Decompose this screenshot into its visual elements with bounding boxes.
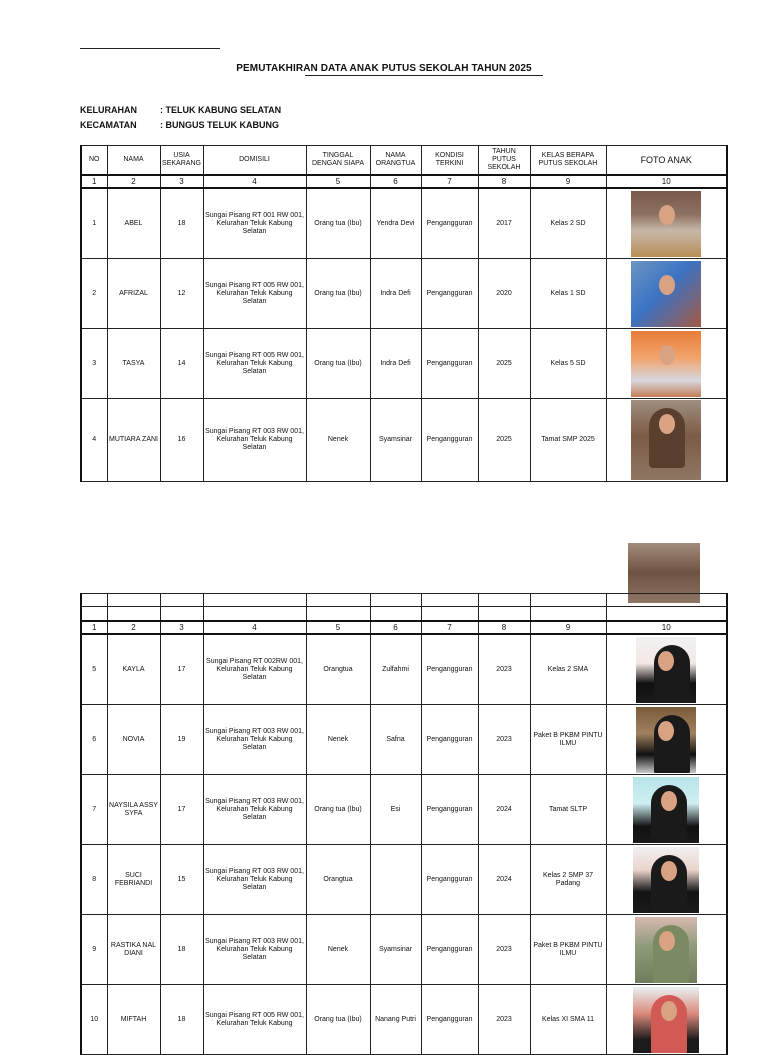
cell-tinggal: Orang tua (Ibu): [306, 985, 370, 1055]
meta-value: : BUNGUS TELUK KABUNG: [160, 120, 279, 130]
blank-cell: [421, 594, 478, 607]
blank-cell: [606, 607, 727, 622]
cell-foto: [606, 634, 727, 705]
cell-domisili: Sungai Pisang RT 003 RW 001, Kelurahan Teluk Kabung Selatan: [203, 775, 306, 845]
title-underline: [305, 75, 543, 76]
cell-usia: 19: [160, 705, 203, 775]
cell-tinggal: Orangtua: [306, 634, 370, 705]
cell-domisili: Sungai Pisang RT 005 RW 001, Kelurahan Teluk Kabung Selatan: [203, 259, 306, 329]
cell-kelas: Kelas 2 SMP 37 Padang: [530, 845, 606, 915]
cell-tahun: 2024: [478, 775, 530, 845]
cell-usia: 14: [160, 329, 203, 399]
blank-cell: [203, 607, 306, 622]
cell-foto: [606, 985, 727, 1055]
header-tahun: TAHUN PUTUS SEKOLAH: [478, 146, 530, 176]
cell-usia: 18: [160, 188, 203, 259]
cell-usia: 18: [160, 915, 203, 985]
cell-foto: [606, 329, 727, 399]
cell-tahun: 2023: [478, 915, 530, 985]
cell-kondisi: Pengangguran: [421, 399, 478, 482]
cell-kelas: Kelas 5 SD: [530, 329, 606, 399]
cell-nama: NAYSILA ASSY SYFA: [107, 775, 160, 845]
blank-cell: [81, 607, 107, 622]
table-row: [81, 634, 727, 705]
cell-foto: [606, 259, 727, 329]
table-row: [81, 705, 727, 775]
cell-foto: [606, 399, 727, 482]
header-kelas: KELAS BERAPA PUTUS SEKOLAH: [530, 146, 606, 176]
header-nama: NAMA: [107, 146, 160, 176]
cell-domisili: Sungai Pisang RT 003 RW 001, Kelurahan Teluk Kabung Selatan: [203, 705, 306, 775]
cell-kelas: Tamat SMP 2025: [530, 399, 606, 482]
meta-value: : TELUK KABUNG SELATAN: [160, 105, 282, 115]
blank-cell: [160, 607, 203, 622]
cell-tahun: 2023: [478, 985, 530, 1055]
cell-nama: TASYA: [107, 329, 160, 399]
cell-tinggal: Orang tua (Ibu): [306, 329, 370, 399]
meta-label: KELURAHAN: [80, 105, 137, 115]
header-kondisi: KONDISI TERKINI: [421, 146, 478, 176]
blank-cell: [606, 594, 727, 607]
header-usia: USIA SEKARANG: [160, 146, 203, 176]
col-number: 9: [530, 621, 606, 634]
cell-kelas: Tamat SLTP: [530, 775, 606, 845]
blank-cell: [107, 607, 160, 622]
table-row: [81, 915, 727, 985]
data-table-page2: [80, 593, 728, 1055]
cell-kondisi: Pengangguran: [421, 775, 478, 845]
face-shape: [659, 345, 675, 365]
col-number: 9: [530, 175, 606, 188]
cell-tinggal: Nenek: [306, 915, 370, 985]
cell-usia: 17: [160, 775, 203, 845]
face-shape: [661, 1001, 677, 1021]
cell-orangtua: Nanang Putri: [370, 985, 421, 1055]
cell-foto: [606, 915, 727, 985]
cell-no: 5: [81, 634, 107, 705]
cell-kondisi: Pengangguran: [421, 705, 478, 775]
child-photo: [631, 331, 701, 397]
col-number: 4: [203, 175, 306, 188]
cell-kelas: Paket B PKBM PINTU ILMU: [530, 705, 606, 775]
cell-tahun: 2023: [478, 634, 530, 705]
cell-nama: KAYLA: [107, 634, 160, 705]
face-shape: [658, 721, 674, 741]
col-number: 8: [478, 621, 530, 634]
col-number: 10: [606, 175, 727, 188]
col-number: 5: [306, 621, 370, 634]
header-tinggal: TINGGAL DENGAN SIAPA: [306, 146, 370, 176]
cell-no: 2: [81, 259, 107, 329]
child-photo: [633, 987, 699, 1053]
blank-cell: [203, 594, 306, 607]
table-row: [81, 399, 727, 482]
face-shape: [658, 651, 674, 671]
child-photo: [631, 191, 701, 257]
cell-tinggal: Orang tua (Ibu): [306, 259, 370, 329]
child-photo: [631, 261, 701, 327]
child-photo: [633, 777, 699, 843]
cell-no: 3: [81, 329, 107, 399]
face-shape: [661, 791, 677, 811]
child-photo: [636, 707, 696, 773]
cell-kondisi: Pengangguran: [421, 188, 478, 259]
meta-kecamatan: [80, 120, 279, 130]
top-rule: [80, 48, 220, 49]
cell-tinggal: Orang tua (Ibu): [306, 775, 370, 845]
cell-kelas: Kelas 2 SD: [530, 188, 606, 259]
face-shape: [659, 931, 675, 951]
table-row: [81, 775, 727, 845]
cell-usia: 17: [160, 634, 203, 705]
blank-row: [81, 594, 727, 607]
col-number: 3: [160, 621, 203, 634]
cell-foto: [606, 188, 727, 259]
document-title: PEMUTAKHIRAN DATA ANAK PUTUS SEKOLAH TAHUN 2025: [236, 63, 532, 74]
cell-tahun: 2024: [478, 845, 530, 915]
cell-orangtua: [370, 845, 421, 915]
cell-nama: AFRIZAL: [107, 259, 160, 329]
cell-orangtua: Indra Defi: [370, 259, 421, 329]
cell-orangtua: Syamsinar: [370, 399, 421, 482]
child-photo: [631, 400, 701, 480]
cell-tinggal: Orang tua (Ibu): [306, 188, 370, 259]
face-shape: [659, 205, 675, 225]
cell-no: 4: [81, 399, 107, 482]
col-number: 6: [370, 621, 421, 634]
column-number-row: [81, 621, 727, 634]
cell-no: 8: [81, 845, 107, 915]
cell-kondisi: Pengangguran: [421, 915, 478, 985]
cell-kelas: Kelas XI SMA 11: [530, 985, 606, 1055]
col-number: 4: [203, 621, 306, 634]
face-shape: [661, 861, 677, 881]
blank-cell: [370, 607, 421, 622]
cell-nama: MUTIARA ZANI: [107, 399, 160, 482]
cell-domisili: Sungai Pisang RT 001 RW 001, Kelurahan Teluk Kabung Selatan: [203, 188, 306, 259]
cell-kondisi: Pengangguran: [421, 259, 478, 329]
meta-label: KECAMATAN: [80, 120, 137, 130]
header-no: NO: [81, 146, 107, 176]
face-shape: [659, 275, 675, 295]
blank-row: [81, 607, 727, 622]
col-number: 10: [606, 621, 727, 634]
blank-cell: [306, 594, 370, 607]
column-number-row: [81, 175, 727, 188]
table-row: [81, 329, 727, 399]
header-row: [81, 146, 727, 176]
header-domisili: DOMISILI: [203, 146, 306, 176]
cell-kondisi: Pengangguran: [421, 634, 478, 705]
header-orangtua: NAMA ORANGTUA: [370, 146, 421, 176]
child-photo: [633, 847, 699, 913]
cell-kondisi: Pengangguran: [421, 985, 478, 1055]
cell-nama: RASTIKA NAL DIANI: [107, 915, 160, 985]
cell-kondisi: Pengangguran: [421, 845, 478, 915]
cell-usia: 12: [160, 259, 203, 329]
table-row: [81, 259, 727, 329]
cell-no: 7: [81, 775, 107, 845]
blank-cell: [478, 607, 530, 622]
cell-orangtua: Safna: [370, 705, 421, 775]
col-number: 3: [160, 175, 203, 188]
cell-nama: MIFTAH: [107, 985, 160, 1055]
cell-domisili: Sungai Pisang RT 003 RW 001, Kelurahan Teluk Kabung Selatan: [203, 399, 306, 482]
cell-orangtua: Indra Defi: [370, 329, 421, 399]
cell-nama: ABEL: [107, 188, 160, 259]
cell-tahun: 2023: [478, 705, 530, 775]
blank-cell: [160, 594, 203, 607]
col-number: 2: [107, 621, 160, 634]
cell-domisili: Sungai Pisang RT 003 RW 001, Kelurahan Teluk Kabung Selatan: [203, 915, 306, 985]
cell-tahun: 2020: [478, 259, 530, 329]
cell-domisili: Sungai Pisang RT 005 RW 001, Kelurahan Teluk Kabung: [203, 985, 306, 1055]
blank-cell: [81, 594, 107, 607]
cell-foto: [606, 845, 727, 915]
col-number: 6: [370, 175, 421, 188]
cell-no: 1: [81, 188, 107, 259]
cell-domisili: Sungai Pisang RT 002RW 001, Kelurahan Teluk Kabung Selatan: [203, 634, 306, 705]
cell-tinggal: Nenek: [306, 399, 370, 482]
cell-nama: NOVIA: [107, 705, 160, 775]
col-number: 5: [306, 175, 370, 188]
blank-cell: [530, 607, 606, 622]
cell-kelas: Kelas 1 SD: [530, 259, 606, 329]
cell-no: 9: [81, 915, 107, 985]
data-table-page1: [80, 145, 728, 482]
cell-foto: [606, 705, 727, 775]
col-number: 2: [107, 175, 160, 188]
cell-orangtua: Esi: [370, 775, 421, 845]
cell-usia: 18: [160, 985, 203, 1055]
cell-domisili: Sungai Pisang RT 003 RW 001, Kelurahan Teluk Kabung Selatan: [203, 845, 306, 915]
table-row: [81, 845, 727, 915]
cell-no: 10: [81, 985, 107, 1055]
cell-tahun: 2025: [478, 329, 530, 399]
col-number: 7: [421, 175, 478, 188]
blank-cell: [370, 594, 421, 607]
cell-nama: SUCI FEBRIANDI: [107, 845, 160, 915]
cell-kondisi: Pengangguran: [421, 329, 478, 399]
cell-orangtua: Syamsinar: [370, 915, 421, 985]
cell-tinggal: Orangtua: [306, 845, 370, 915]
col-number: 7: [421, 621, 478, 634]
cell-orangtua: Yendra Devi: [370, 188, 421, 259]
cell-tahun: 2025: [478, 399, 530, 482]
cell-tinggal: Nenek: [306, 705, 370, 775]
meta-kelurahan: [80, 105, 281, 115]
table-row: [81, 985, 727, 1055]
cell-foto: [606, 775, 727, 845]
blank-cell: [107, 594, 160, 607]
cell-kelas: Kelas 2 SMA: [530, 634, 606, 705]
cell-tahun: 2017: [478, 188, 530, 259]
cell-usia: 16: [160, 399, 203, 482]
header-foto: FOTO ANAK: [606, 146, 727, 176]
cell-usia: 15: [160, 845, 203, 915]
blank-cell: [478, 594, 530, 607]
col-number: 1: [81, 621, 107, 634]
blank-cell: [306, 607, 370, 622]
table-row: [81, 188, 727, 259]
col-number: 8: [478, 175, 530, 188]
blank-cell: [421, 607, 478, 622]
cell-orangtua: Zulfahmi: [370, 634, 421, 705]
col-number: 1: [81, 175, 107, 188]
child-photo: [635, 917, 697, 983]
cell-no: 6: [81, 705, 107, 775]
child-photo: [636, 637, 696, 703]
cell-kelas: Paket B PKBM PINTU ILMU: [530, 915, 606, 985]
blank-cell: [530, 594, 606, 607]
cell-domisili: Sungai Pisang RT 005 RW 001, Kelurahan Teluk Kabung Selatan: [203, 329, 306, 399]
